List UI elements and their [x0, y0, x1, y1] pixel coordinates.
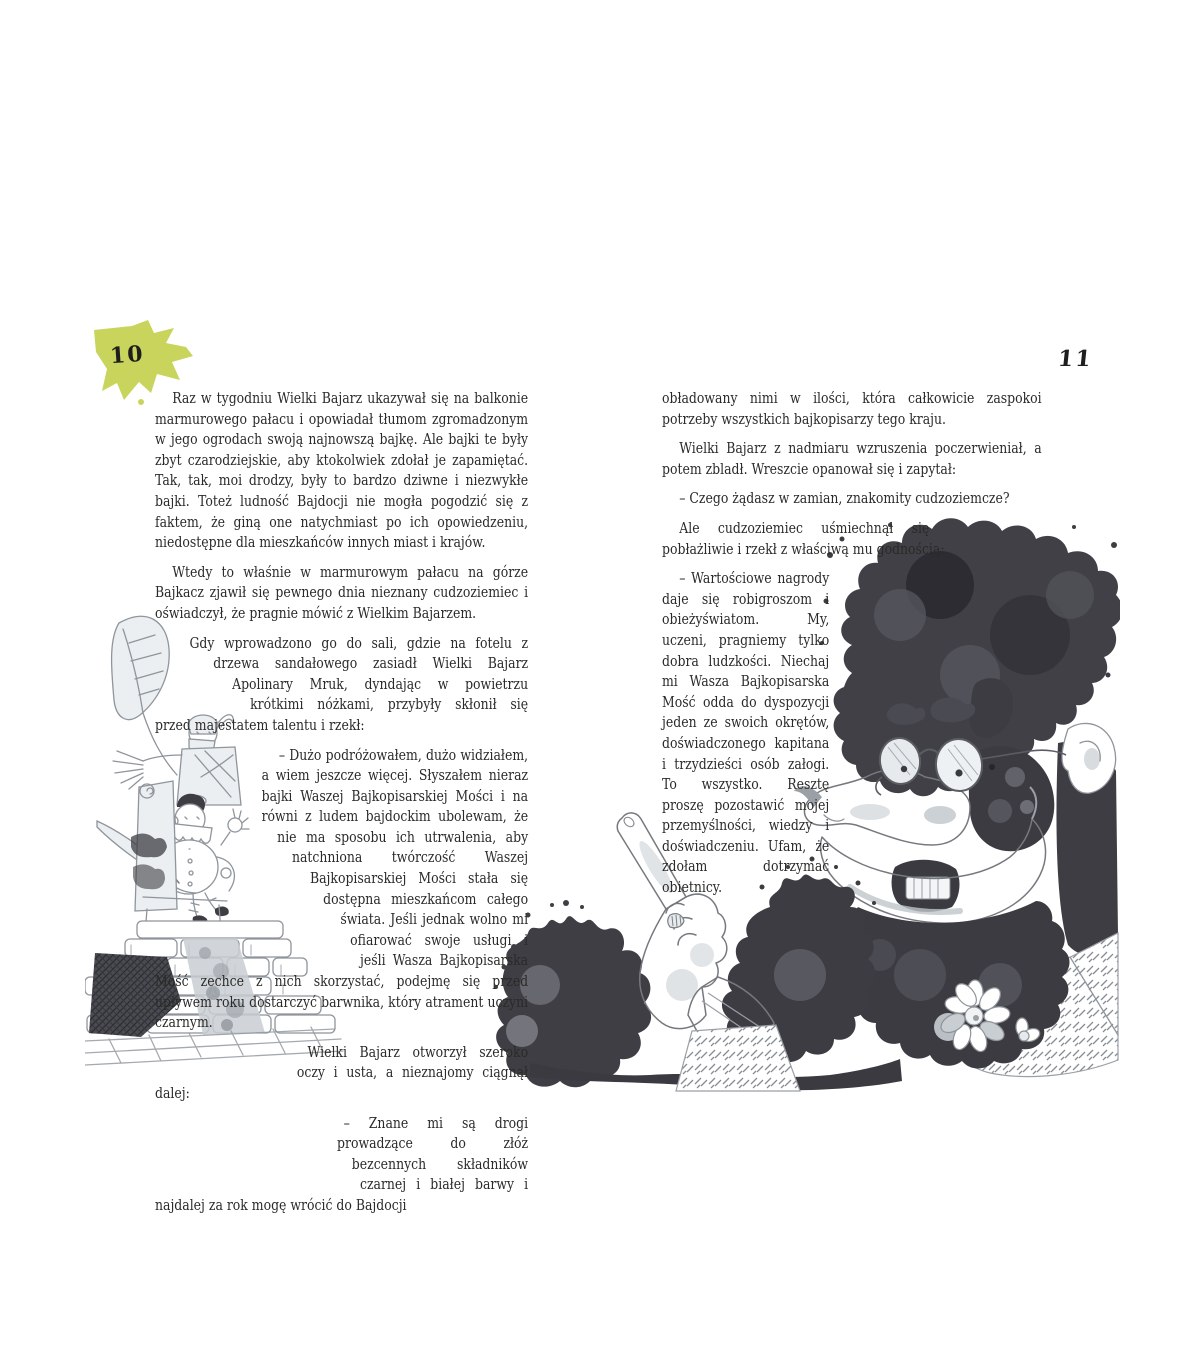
paragraph: Wielki Bajarz z nadmiaru wzruszenia poczerwieniał, a potem zbladł. Wreszcie opanował się i zapytał: [662, 439, 1042, 478]
text-wrap-spacer [155, 806, 262, 827]
paragraph: Gdy wprowadzono go do sali, gdzie na fotelu z drzewa sandałowego zasiadł Wielki Bajarz Apolinary Mruk, dyndając w powietrzu krótkimi nóżkami, przybyły skłonił się przed majestatem talentu i rzekł: [155, 633, 529, 734]
text-wrap-spacer [155, 786, 243, 807]
text-wrap-spacer [155, 930, 350, 951]
text-wrap-spacer [155, 827, 277, 848]
right-page-text-column [662, 388, 1042, 907]
splash-drop [138, 399, 144, 405]
text-wrap-spacer [155, 868, 310, 889]
spread-hand [113, 751, 143, 789]
text-wrap-spacer [155, 674, 232, 695]
paragraph-dialogue: – Czego żądasz w zamian, znakomity cudzoziemcze? [679, 489, 1010, 508]
text-wrap-spacer [829, 568, 1041, 880]
fingernail [622, 815, 636, 828]
text-wrap-spacer [155, 745, 212, 766]
text-wrap-spacer [155, 1062, 297, 1083]
text-wrap-spacer [155, 1154, 352, 1175]
text-wrap-spacer [155, 889, 323, 910]
paragraph-dialogue: – Dużo podróżowałem, dużo widziałem, a wiem jeszcze więcej. Słyszałem nieraz bajki Waszej Bajkopisarskiej Mości i na równi z ludem bajdockim ubolewam, że nie ma sposobu ich utrwalenia, aby natchniona twórczość Waszej Bajkopisarskiej Mości stała się dostępna mieszkańcom całego świata. Jeśli jednak wolno mi ofiarować swoje usługi i jeśli Wasza Bajkopisarska Mość zechce z nich skorzystać, podejmę się przed upływem roku dostarczyć barwnika, który atrament uczyni czarnym. [155, 745, 529, 1032]
text-wrap-spacer [155, 1113, 326, 1134]
text-wrap-spacer [155, 950, 360, 971]
paragraph: Wielki Bajarz otworzył szeroko oczy i usta, a nieznajomy ciągnął dalej: [155, 1042, 529, 1102]
text-wrap-spacer [155, 1042, 290, 1063]
text-wrap-spacer [155, 694, 250, 715]
paragraph-dialogue: – Znane mi są drogi prowadzące do złóż bezcennych składników czarnej i białej barwy i najdalej za rok mogę wrócić do Bajdocji [155, 1113, 529, 1214]
text-wrap-spacer [155, 847, 292, 868]
paragraph: Raz w tygodniu Wielki Bajarz ukazywał się na balkonie marmurowego pałacu i opowiadał tłumom zgromadzonym w jego ogrodach swoją najnowszą bajkę. Ale bajki te były zbyt czarodziejskie, aby ktokolwiek zdołał je zapamiętać. Tak, tak, moi drodzy, były to bardzo dziwne i niezwykłe bajki. Toteż ludność Bajdocji nie mogła pogodzić się z faktem, że giną one natychmiast po ich opowiedzeniu, niedostępne dla mieszkańców innych miast i krajów. [155, 389, 529, 552]
left-page-number: 10 [109, 340, 146, 370]
text-wrap-spacer [155, 1133, 337, 1154]
paragraph-dialogue: – Wartościowe nagrody daje się robigroszom i obieżyświatom. My, uczeni, pragniemy tylko dobra ludzkości. Niechaj mi Wasza Bajkopisarska Mość odda do dyspozycji jeden ze swoich okrętów, doświadczonego kapitana i trzydzieści osób załogi. To wszystko. Resztę proszę pozostawić mojej przemyślności, wiedzy i doświadczeniu. Ufam, że zdołam dotrzymać obietnicy. [662, 569, 830, 897]
text-wrap-spacer [155, 765, 225, 786]
paragraph: Ale cudzoziemiec uśmiechnął się pobłażliwie i rzekł z właściwą mu godnością: [662, 518, 945, 558]
paragraph: Wtedy to właśnie w marmurowym pałacu na górze Bajkacz zjawił się pewnego dnia nieznany cudzoziemiec i oświadczył, że pragnie mówić z Wielkim Bajarzem. [155, 562, 529, 622]
right-page-number: 11 [1056, 346, 1094, 372]
text-wrap-spacer [155, 653, 213, 674]
paragraph: obładowany nimi w ilości, która całkowicie zaspokoi potrzeby wszystkich bajkopisarzy tego kraju. [662, 389, 1042, 428]
text-wrap-spacer [155, 633, 172, 654]
text-wrap-spacer [155, 1174, 360, 1195]
left-page-text-column [155, 388, 528, 1225]
text-wrap-spacer [155, 909, 340, 930]
text-wrap-spacer [929, 518, 1041, 539]
ring [668, 914, 684, 928]
